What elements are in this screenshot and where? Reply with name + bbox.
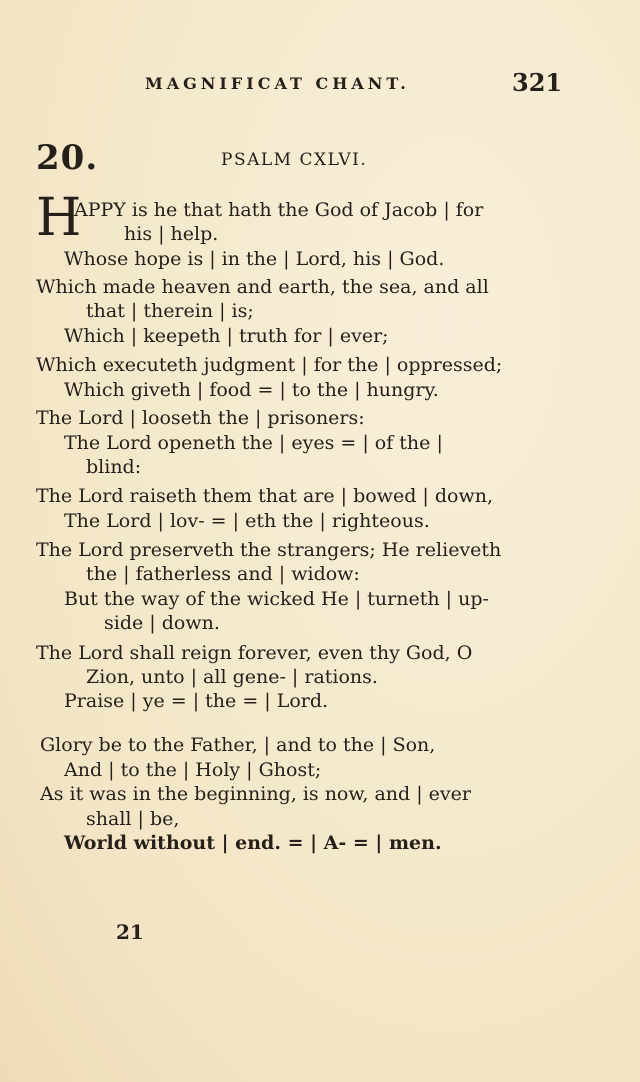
verse-line: APPY is he that hath the God of Jacob | for: [74, 199, 484, 221]
verse-line: Whose hope is | in the | Lord, his | God.: [64, 248, 445, 270]
verse-line: his | help.: [124, 223, 219, 245]
verse-line: that | therein | is;: [86, 300, 254, 322]
verse-line: Which giveth | food = | to the | hungry.: [64, 379, 439, 401]
running-head: MAGNIFICAT CHANT.: [145, 74, 410, 93]
gloria-line: And | to the | Holy | Ghost;: [64, 759, 322, 781]
verse-line: Zion, unto | all gene- | rations.: [86, 666, 378, 688]
verse-line: Which | keepeth | truth for | ever;: [64, 325, 389, 347]
verse-line: Which executeth judgment | for the | oppressed;: [36, 354, 503, 376]
verse-line: Praise | ye = | the = | Lord.: [64, 690, 329, 712]
gloria-line: shall | be,: [86, 808, 180, 830]
drop-cap: H: [36, 188, 82, 248]
page-number: 321: [512, 68, 563, 97]
gloria-line: World without | end. = | A- = | men.: [64, 832, 442, 854]
verse-line: Which made heaven and earth, the sea, and all: [36, 276, 489, 298]
verse-line: the | fatherless and | widow:: [86, 563, 360, 585]
verse-line: The Lord shall reign forever, even thy God, O: [36, 642, 473, 664]
verse-line: The Lord raiseth them that are | bowed | down,: [36, 485, 494, 507]
hymn-number: 20.: [36, 138, 99, 178]
verse-line: But the way of the wicked He | turneth | up-: [64, 588, 489, 610]
verse-line: The Lord | looseth the | prisoners:: [36, 407, 365, 429]
verse-line: side | down.: [104, 612, 220, 634]
psalm-title: PSALM CXLVI.: [221, 150, 368, 170]
gloria-line: As it was in the beginning, is now, and | ever: [40, 783, 471, 805]
verse-line: The Lord | lov- = | eth the | righteous.: [64, 510, 430, 532]
verse-line: The Lord preserveth the strangers; He relieveth: [36, 539, 502, 561]
verse-line: The Lord openeth the | eyes = | of the |: [64, 432, 443, 454]
verse-line: blind:: [86, 456, 142, 478]
gloria-line: Glory be to the Father, | and to the | Son,: [40, 734, 436, 756]
printer-signature: 21: [116, 920, 144, 944]
